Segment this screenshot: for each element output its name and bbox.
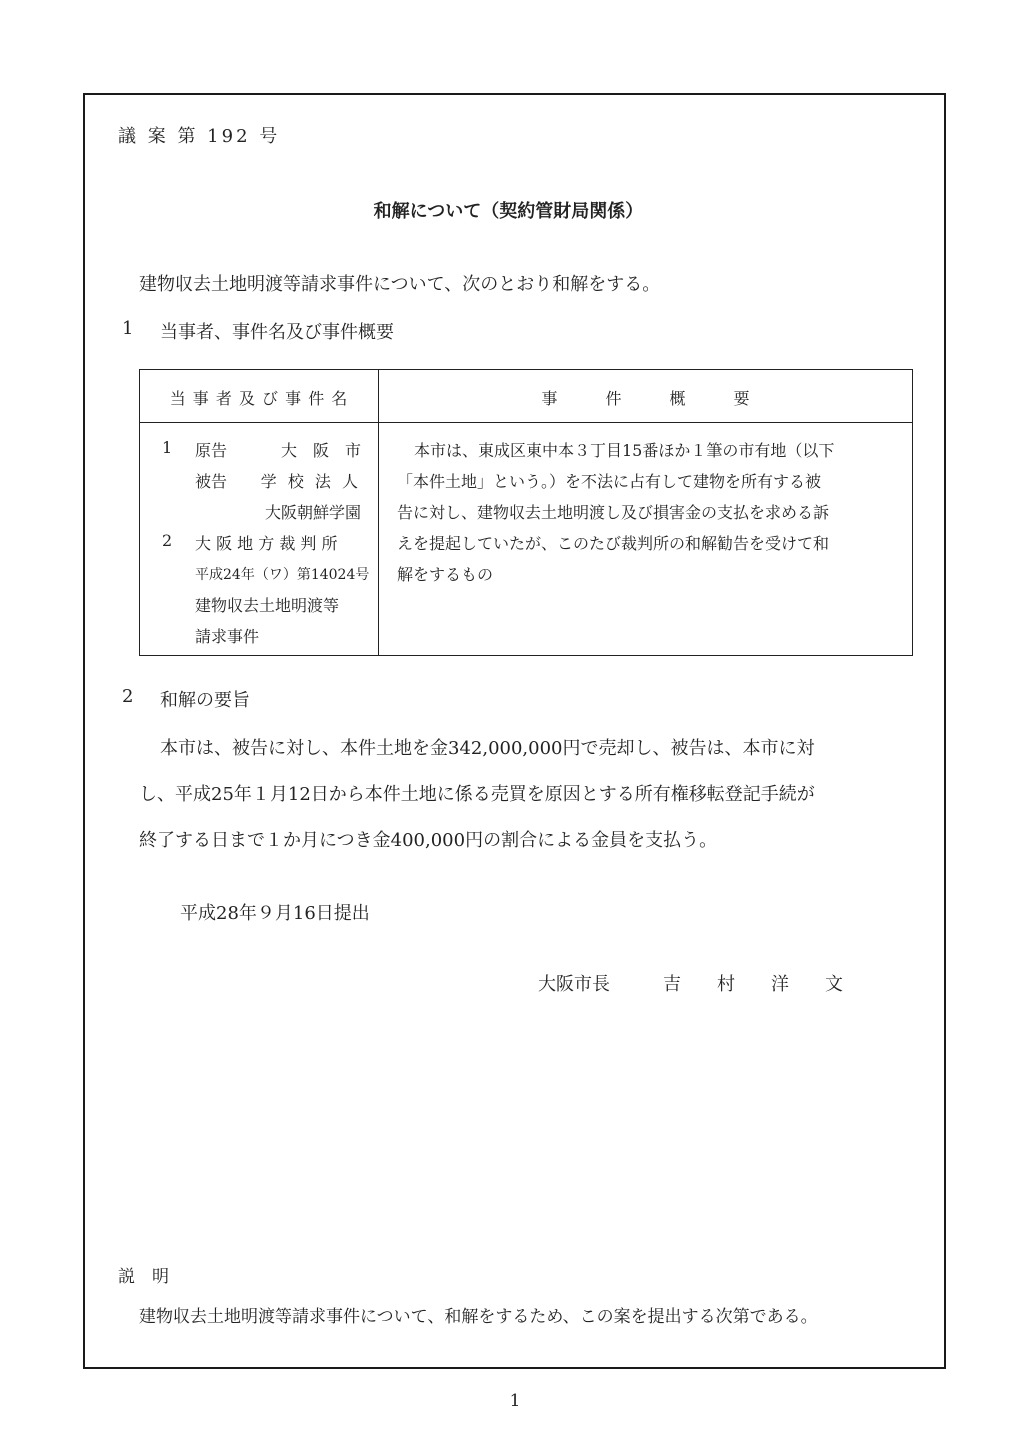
summary-line: 告に対し、建物収去土地明渡し及び損害金の支払を求める訴 xyxy=(397,503,830,522)
defendant-name: 学 校 法 人 xyxy=(260,472,361,491)
table-header-summary: 事 件 概 要 xyxy=(541,389,750,408)
case-table xyxy=(139,369,913,656)
court-name: 大 阪 地 方 裁 判 所 xyxy=(195,534,338,553)
plaintiff-label: 原告 xyxy=(195,441,228,460)
table-column-divider xyxy=(378,370,379,655)
bill-number: 議 案 第 192 号 xyxy=(118,126,281,147)
settlement-text-line: 終了する日まで１か月につき金400,000円の割合による金員を支払う。 xyxy=(139,830,718,851)
summary-line: えを提起していたが、このたび裁判所の和解勧告を受けて和 xyxy=(397,534,830,553)
summary-line: 本市は、東成区東中本３丁目15番ほか１筆の市有地（以下 xyxy=(414,441,835,460)
section2-number: 2 xyxy=(122,686,134,707)
summary-line: 「本件土地」という。）を不法に占有して建物を所有する被 xyxy=(397,472,822,491)
table-row-divider xyxy=(140,422,912,423)
case-name-line-1: 建物収去土地明渡等 xyxy=(195,596,340,615)
document-title: 和解について（契約管財局関係） xyxy=(373,201,644,222)
section2-heading: 和解の要旨 xyxy=(160,690,250,711)
defendant-name-2: 大阪朝鮮学園 xyxy=(264,503,361,522)
case-name-line-2: 請求事件 xyxy=(195,627,260,646)
section1-heading: 当事者、事件名及び事件概要 xyxy=(160,322,394,343)
signer-title: 大阪市長 xyxy=(538,974,610,995)
summary-line: 解をするもの xyxy=(397,565,494,584)
plaintiff-name: 大 阪 市 xyxy=(280,441,361,460)
table-header-parties: 当 事 者 及 び 事 件 名 xyxy=(169,389,349,408)
section1-number: 1 xyxy=(122,318,134,339)
signer-name: 吉 村 洋 文 xyxy=(663,974,843,995)
page-number: 1 xyxy=(509,1391,521,1411)
case-number: 平成24年（ワ）第14024号 xyxy=(195,567,370,583)
explanation-text: 建物収去土地明渡等請求事件について、和解をするため、この案を提出する次第である。 xyxy=(139,1307,818,1327)
settlement-text-line: し、平成25年１月12日から本件土地に係る売買を原因とする所有権移転登記手続が xyxy=(139,784,815,805)
intro-text: 建物収去土地明渡等請求事件について、次のとおり和解をする。 xyxy=(139,274,661,295)
settlement-text-line: 本市は、被告に対し、本件土地を金342,000,000円で売却し、被告は、本市に対 xyxy=(160,738,815,759)
explanation-label: 説 明 xyxy=(118,1267,169,1287)
party-number-2: 2 xyxy=(162,531,173,550)
submission-date: 平成28年９月16日提出 xyxy=(180,903,370,924)
defendant-label: 被告 xyxy=(195,472,228,491)
party-number-1: 1 xyxy=(162,438,173,457)
